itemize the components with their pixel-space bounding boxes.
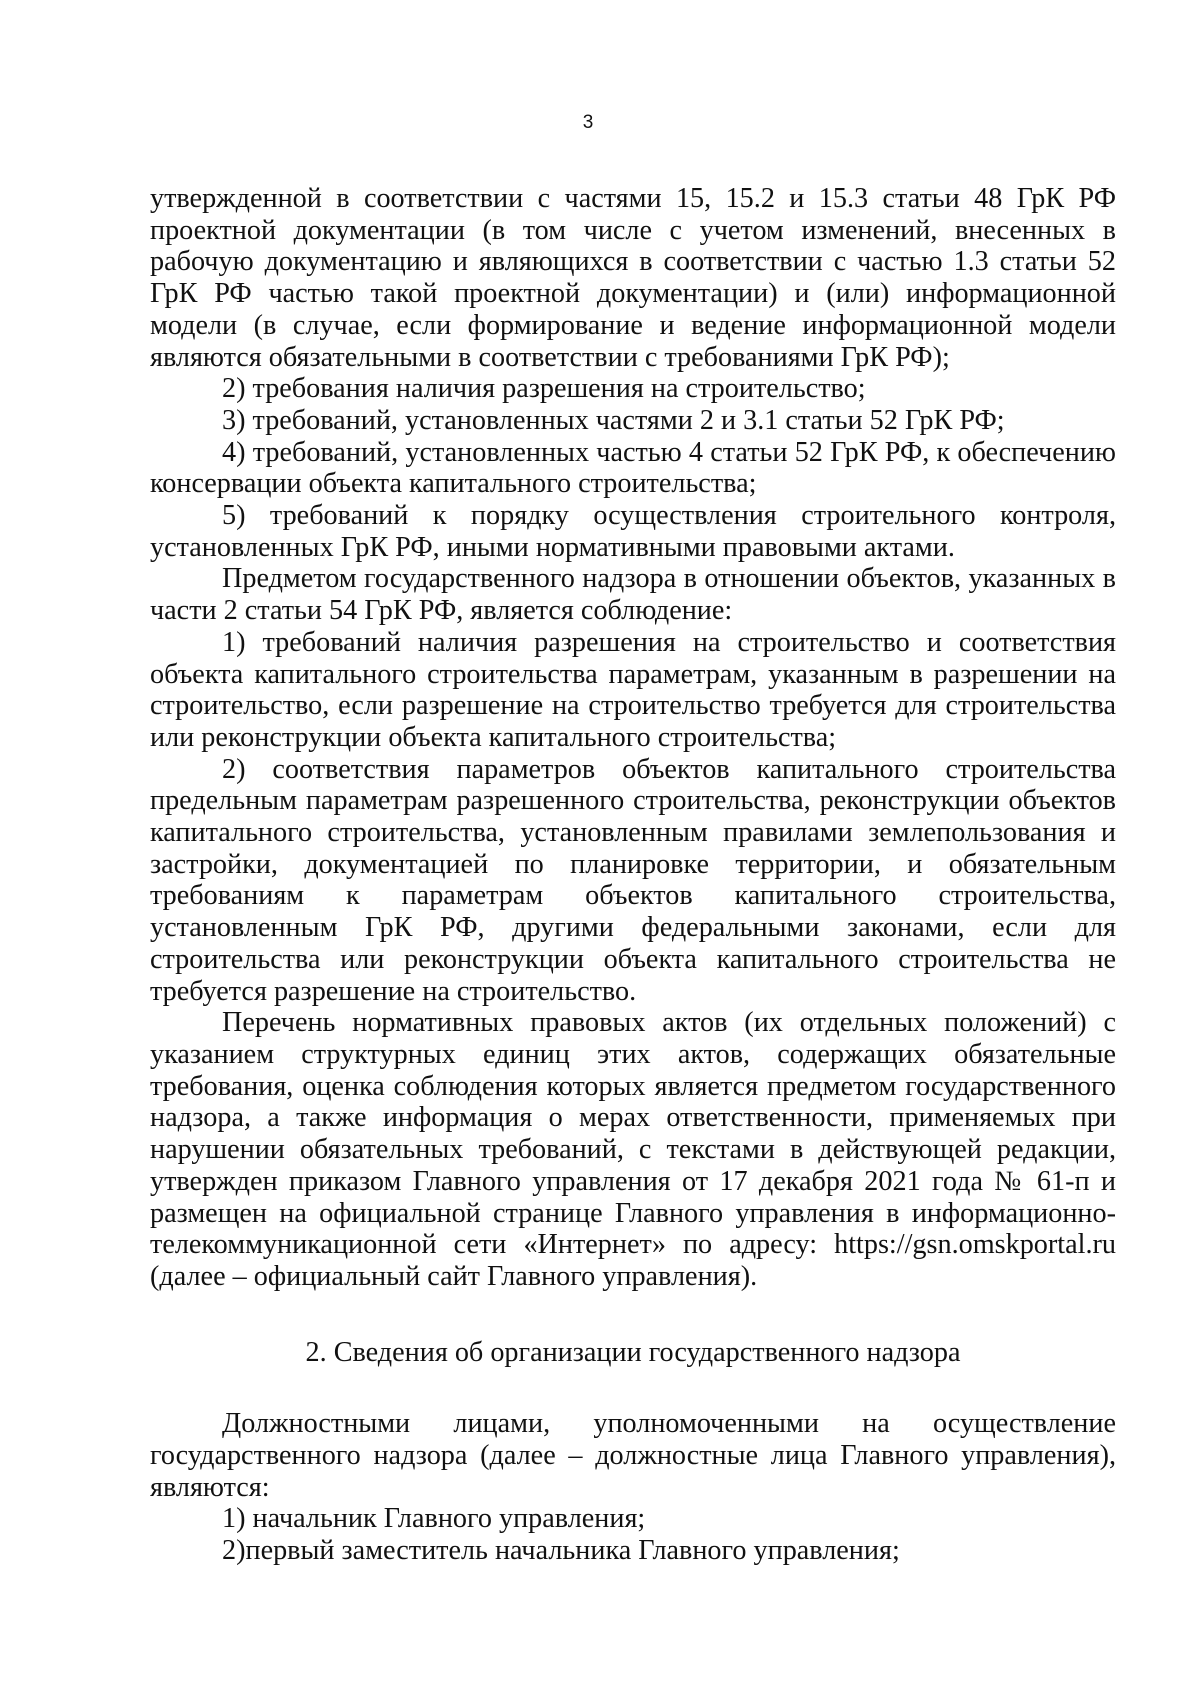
page-number: 3	[582, 112, 594, 133]
paragraph-subject: Предметом государственного надзора в отношении объектов, указанных в части 2 статьи 54 ГрК РФ, является соблюдение:	[150, 563, 1116, 627]
list-item: 5) требований к порядку осуществления строительного контроля, установленных ГрК РФ, иными нормативными правовыми актами.	[150, 500, 1116, 563]
section-heading: 2. Сведения об организации государственного надзора	[305, 1336, 961, 1368]
list-item: 4) требований, установленных частью 4 статьи 52 ГрК РФ, к обеспечению консервации объекта капитального строительства;	[150, 436, 1116, 500]
paragraph-officials: Должностными лицами, уполномоченными на осуществление государственного надзора (далее – должностные лица Главного управления), являются:	[150, 1408, 1116, 1503]
paragraph-continuation: утвержденной в соответствии с частями 15, 15.2 и 15.3 статьи 48 ГрК РФ проектной документации (в том числе с учетом изменений, внесенных в рабочую документацию и являющихся в соответствии с частью 1.3 статьи 52 ГрК РФ частью такой проектной документации) и (или) информационной модели (в случае, если формирование и ведение информационной модели являются обязательными в соответствии с требованиями ГрК РФ);	[150, 183, 1116, 373]
list-item: 2)первый заместитель начальника Главного управления;	[222, 1535, 900, 1567]
document-body	[150, 183, 1116, 1567]
list-item: 2) соответствия параметров объектов капитального строительства предельным параметрам разрешенного строительства, реконструкции объектов капитального строительства, установленным правилами землепользования и застройки, документацией по планировке территории, и обязательным требованиям к параметрам объектов капитального строительства, установленным ГрК РФ, другими федеральными законами, если для строительства или реконструкции объекта капитального строительства не требуется разрешение на строительство.	[150, 753, 1116, 1007]
list-item: 1) начальник Главного управления;	[222, 1503, 646, 1535]
list-item: 2) требования наличия разрешения на строительство;	[222, 373, 866, 405]
list-item: 3) требований, установленных частями 2 и 3.1 статьи 52 ГрК РФ;	[222, 404, 1005, 436]
paragraph-list-of-acts: Перечень нормативных правовых актов (их отдельных положений) с указанием структурных единиц этих актов, содержащих обязательные требования, оценка соблюдения которых является предметом государственного надзора, а также информация о мерах ответственности, применяемых при нарушении обязательных требований, с текстами в действующей редакции, утвержден приказом Главного управления от 17 декабря 2021 года № 61-п и размещен на официальной странице Главного управления в информационно-телекоммуникационной сети «Интернет» по адресу: https://gsn.omskportal.ru (далее – официальный сайт Главного управления).	[150, 1007, 1116, 1292]
list-item: 1) требований наличия разрешения на строительство и соответствия объекта капитального строительства параметрам, указанным в разрешении на строительство, если разрешение на строительство требуется для строительства или реконструкции объекта капитального строительства;	[150, 626, 1116, 753]
